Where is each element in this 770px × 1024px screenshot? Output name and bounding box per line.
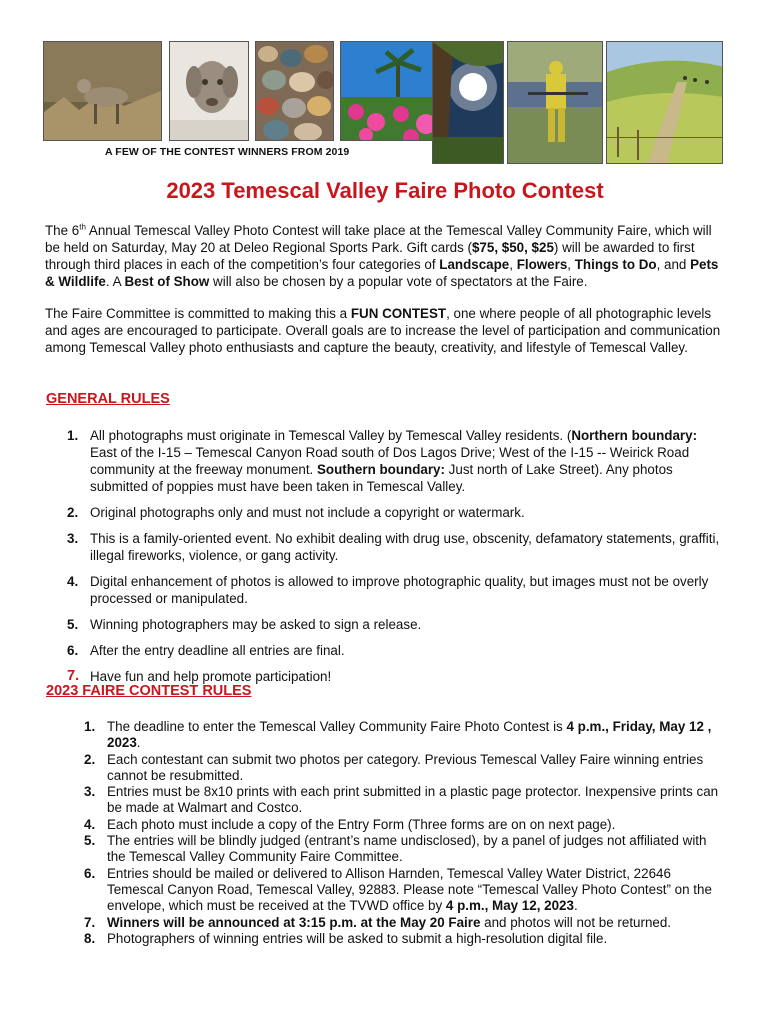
list-item — [62, 784, 722, 817]
item-text: Photographers of winning entries will be asked to submit a high-resolution digital file. — [107, 930, 608, 946]
contest-rules-list — [62, 719, 722, 947]
winner-photo-strip — [43, 41, 723, 163]
tree-sun-image — [433, 42, 504, 164]
committee-text: , one where people of all photographic levels and ages are encouraged to participate. Overall goals are to increase the level of participation and communication among Temescal Valley photo enthusiasts and capture the beauty, creativity, and lifestyle of Temescal Valley. — [45, 306, 721, 355]
intro-paragraph — [45, 222, 725, 290]
general-rules-heading: GENERAL RULES — [46, 391, 170, 407]
item-bold: Northern boundary: — [571, 428, 698, 443]
item-text: This is a family-oriented event. No exhibit dealing with drug use, obscenity, defamatory statements, graffiti, illegal fireworks, violence, or gang activity. — [90, 531, 720, 563]
item-text: Winning photographers may be asked to sign a release. — [90, 617, 422, 632]
item-text: The entries will be blindly judged (entrant’s name undisclosed), by a panel of judges not affiliated with the Temescal Valley Community Faire Committee. — [107, 833, 707, 865]
prize-amounts: $75, $50, $25 — [471, 240, 554, 255]
item-number: 1. — [67, 428, 79, 443]
category-flowers: Flowers — [516, 257, 568, 272]
item-text: East of the I-15 – Temescal Canyon Road south of Dos Lagos Drive; West of the I-15 -- Weirick Road community at the freeway monument. — [90, 445, 690, 477]
item-number: 5. — [67, 617, 79, 632]
committee-text: The Faire Committee is committed to making this a — [45, 306, 351, 321]
item-number: 3. — [84, 784, 96, 800]
dog-image — [170, 42, 249, 141]
trail-photo — [606, 41, 723, 164]
category-landscape: Landscape — [439, 257, 510, 272]
photo-caption: A FEW OF THE CONTEST WINNERS FROM 2019 — [105, 146, 350, 158]
item-text: Original photographs only and must not include a copyright or watermark. — [90, 505, 525, 520]
tree-sun-photo — [432, 41, 504, 164]
item-text: . — [573, 898, 578, 914]
category-pets-wildlife: Pets & Wildlife — [45, 257, 719, 289]
best-of-show: Best of Show — [124, 274, 210, 289]
list-item — [62, 817, 722, 833]
list-item — [62, 833, 722, 866]
coyote-photo — [43, 41, 162, 141]
list-item — [62, 915, 722, 931]
intro-text: will also be chosen by a popular vote of spectators at the Faire. — [209, 274, 588, 289]
intro-text: Annual Temescal Valley Photo Contest will take place at the Temescal Valley Community Faire, which will be held on Saturday, May 20 at Deleo Regional Sports Park. Gift cards ( — [45, 223, 712, 255]
intro-text: ) will be awarded to first through third places in each of the competition’s four categories of — [45, 240, 695, 272]
list-item — [62, 931, 722, 947]
list-item — [62, 752, 722, 785]
dog-photo — [169, 41, 249, 141]
list-item — [46, 642, 726, 659]
list-item — [62, 719, 722, 752]
item-text: After the entry deadline all entries are final. — [90, 643, 345, 658]
list-item — [46, 504, 726, 521]
item-bold: Southern boundary: — [317, 462, 445, 477]
separator: , — [509, 257, 517, 272]
item-number: 2. — [84, 751, 96, 767]
list-item — [46, 427, 726, 495]
item-text: Each photo must include a copy of the Entry Form (Three forms are on on next page). — [107, 816, 616, 832]
deadline: 4 p.m., May 12, 2023 — [445, 898, 574, 914]
item-number: 4. — [67, 574, 79, 589]
item-text: Have fun and help promote participation! — [90, 669, 332, 684]
firefighter-photo — [507, 41, 603, 164]
general-rules-list — [46, 427, 726, 694]
trail-image — [607, 42, 723, 164]
item-number: 3. — [67, 531, 79, 546]
category-things-to-do: Things to Do — [574, 257, 657, 272]
item-text: The deadline to enter the Temescal Valley Community Faire Photo Contest is — [107, 719, 567, 734]
item-text: . — [136, 735, 141, 751]
item-number: 4. — [84, 816, 96, 832]
pebbles-image — [256, 42, 334, 141]
page-title: 2023 Temescal Valley Faire Photo Contest — [166, 178, 604, 203]
fun-contest: FUN CONTEST — [350, 306, 447, 321]
list-item — [46, 530, 726, 564]
item-number: 7. — [67, 668, 80, 684]
item-number: 7. — [84, 914, 96, 930]
coyote-image — [44, 42, 162, 141]
list-item — [62, 866, 722, 915]
ordinal-suffix: th — [79, 222, 86, 232]
item-number: 6. — [67, 643, 79, 658]
pebbles-photo — [255, 41, 334, 141]
list-item — [46, 616, 726, 633]
item-number: 2. — [67, 505, 79, 520]
item-text: Each contestant can submit two photos per category. Previous Temescal Valley Faire winning entries cannot be resubmitted. — [107, 751, 704, 783]
item-text: Digital enhancement of photos is allowed to improve photographic quality, but images must not be overly processed or manipulated. — [90, 574, 709, 606]
separator: , — [567, 257, 575, 272]
item-text: Entries should be mailed or delivered to Allison Harnden, Temescal Valley Water District, 22646 Temescal Canyon Road, Temescal Valley, 92883. Please note “Temescal Valley Photo Contest” on the envelope, which must be received at the TVWD office by — [107, 865, 712, 914]
item-number: 5. — [84, 833, 96, 849]
list-item — [46, 573, 726, 607]
deadline: 4 p.m., Friday, May 12 , 2023 — [107, 719, 712, 751]
winners-announcement: Winners will be announced at 3:15 p.m. at the May 20 Faire — [107, 914, 481, 930]
committee-paragraph — [45, 305, 725, 356]
item-text: Entries must be 8x10 prints with each print submitted in a plastic page protector. Inexpensive prints can be made at Walmart and Costco. — [107, 784, 719, 816]
firefighter-image — [508, 42, 603, 164]
item-text: All photographs must originate in Temescal Valley by Temescal Valley residents. ( — [90, 428, 572, 443]
item-number: 1. — [84, 719, 96, 734]
item-number: 6. — [84, 865, 96, 881]
separator: , and — [656, 257, 691, 272]
intro-text: The 6 — [45, 223, 80, 238]
item-text: Just north of Lake Street). Any photos submitted of poppies must have been taken in Temescal Valley. — [90, 462, 673, 494]
contest-rules-heading: 2023 FAIRE CONTEST RULES — [46, 683, 252, 699]
item-text: and photos will not be returned. — [480, 914, 672, 930]
intro-text: . A — [105, 274, 125, 289]
item-number: 8. — [84, 930, 96, 946]
